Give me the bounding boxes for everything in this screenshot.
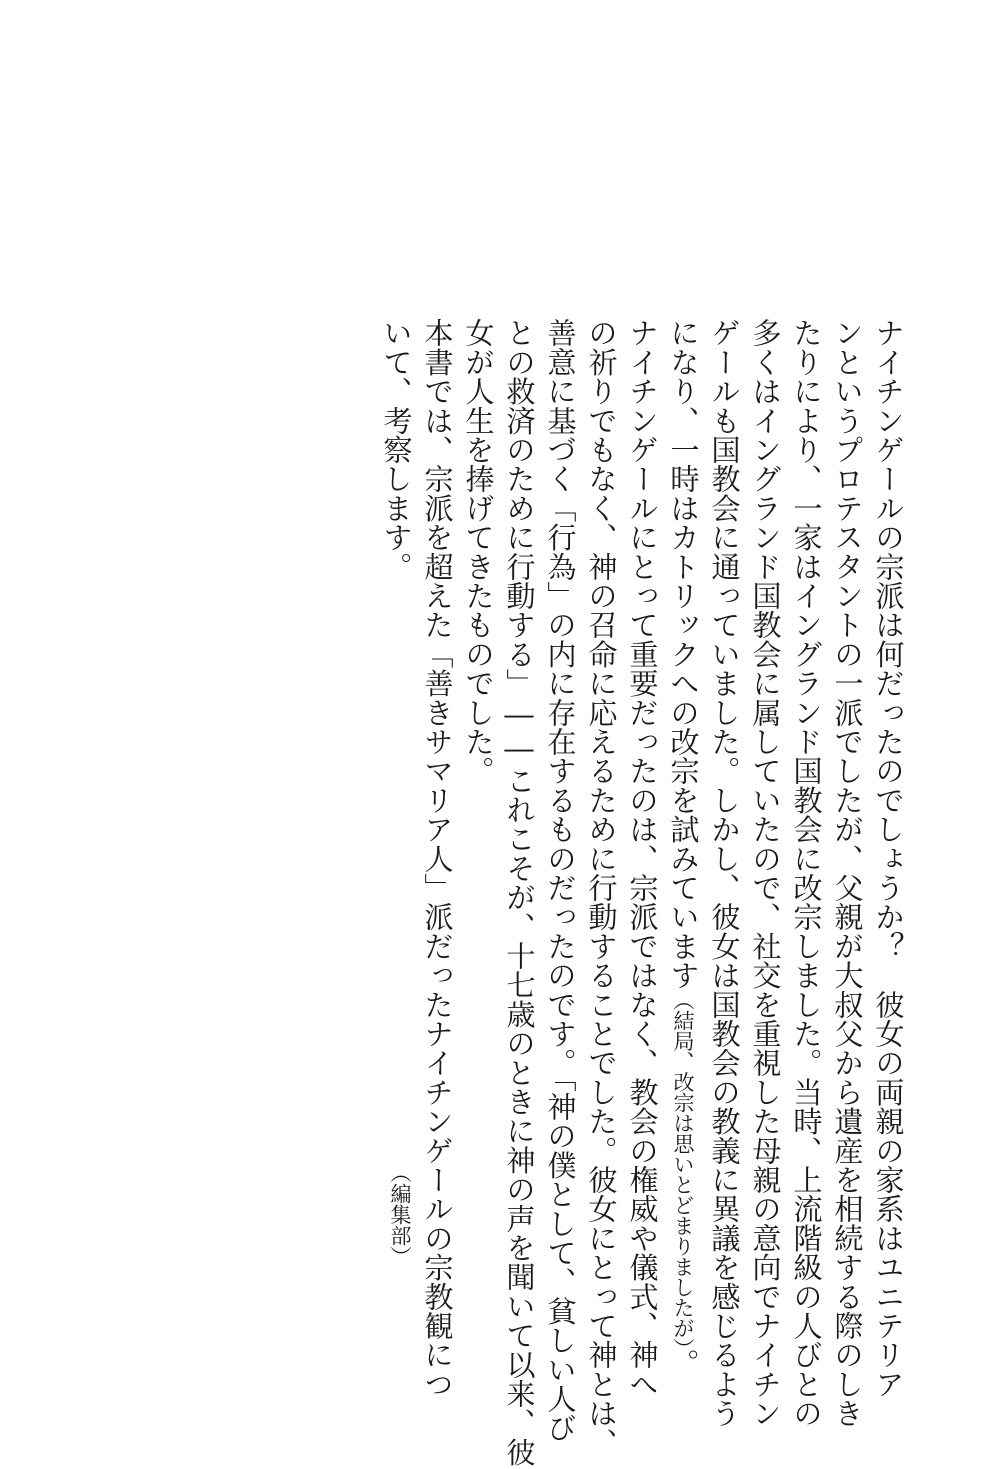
text-line-12: 本書では、宗派を超えた「善きサマリア人」派だったナイチンゲールの宗教観につ xyxy=(420,318,454,1399)
parenthetical-note: （結局、改宗は思いとどまりましたが） xyxy=(671,989,695,1349)
text-line-13: いて、考察します。 xyxy=(379,318,413,581)
sentence-end-mark: 。 xyxy=(666,1348,700,1378)
text-line-6-main: になり、一時はカトリックへの改宗を試みています xyxy=(666,318,700,990)
text-line-6 xyxy=(663,318,703,1377)
text-line-8: の祈りでもなく、神の召命に応えるために行動することでした。彼女にとって神とは、 xyxy=(584,318,618,1457)
text-line-7: ナイチンゲールにとって重要だったのは、宗派ではなく、教会の権威や儀式、神へ xyxy=(625,318,659,1399)
text-line-11: 女が人生を捧げてきたものでした。 xyxy=(461,318,495,786)
text-line-4: 多くはイングランド国教会に属していたので、社交を重視した母親の意向でナイチン xyxy=(748,318,782,1428)
text-line-10: との救済のために行動する」――これこそが、十七歳のときに神の声を聞いて以来、彼 xyxy=(502,318,536,1467)
text-line-3: たりにより、一家はイングランド国教会に改宗しました。当時、上流階級の人びとの xyxy=(789,318,823,1428)
text-line-9: 善意に基づく「行為」の内に存在するものだったのです。「神の僕として、貧しい人び xyxy=(543,318,577,1443)
editorial-credit: （編集部） xyxy=(388,1162,412,1267)
text-line-2: ンというプロテスタントの一派でしたが、父親が大叔父から遺産を相続する際のしき xyxy=(830,318,864,1428)
text-line-1: ナイチンゲールの宗派は何だったのでしょうか？ 彼女の両親の家系はユニテリア xyxy=(871,318,905,1399)
text-line-5: ゲールも国教会に通っていました。しかし、彼女は国教会の教義に異議を感じるよう xyxy=(707,318,741,1428)
